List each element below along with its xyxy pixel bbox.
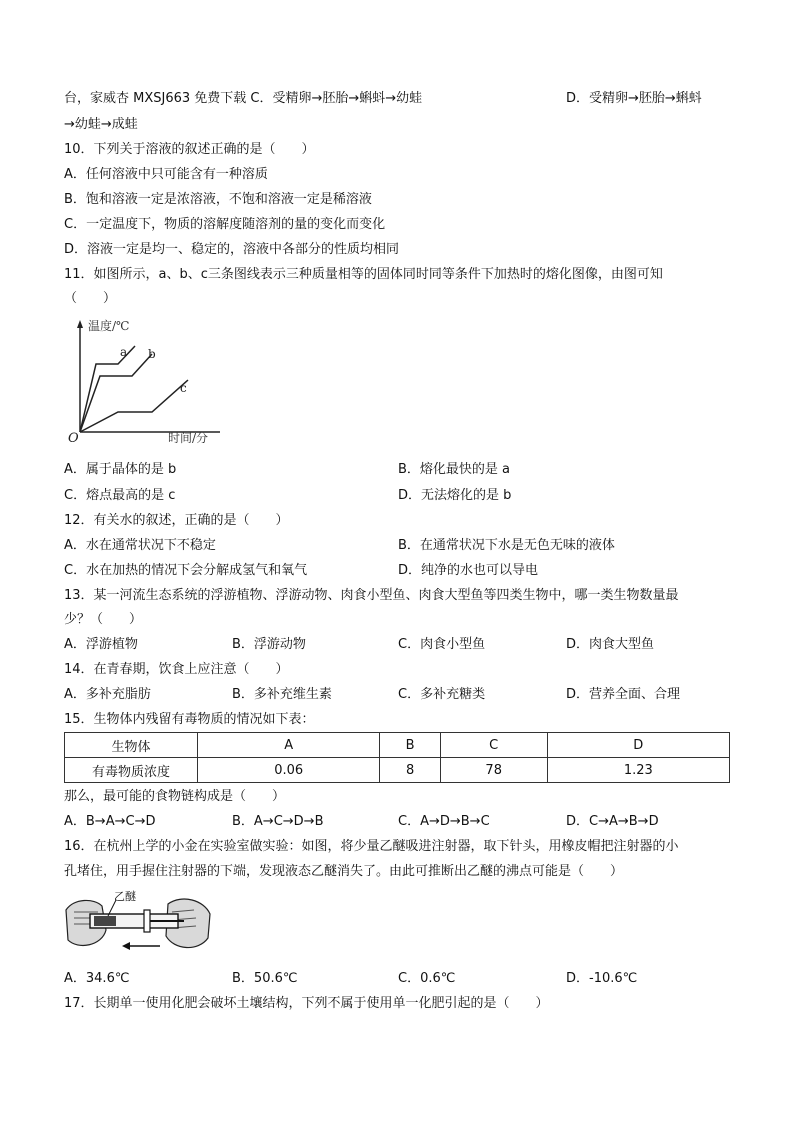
- graph-origin: O: [68, 431, 79, 446]
- q12-option-c: C．水在加热的情况下会分解成氢气和氧气: [64, 563, 308, 578]
- graph-curve-b-label: b: [148, 347, 156, 361]
- q13-option-c: C．肉食小型鱼: [398, 637, 486, 652]
- q11-option-a: A．属于晶体的是 b: [64, 462, 177, 477]
- table-header-cell: A: [198, 733, 380, 758]
- table-header-cell: 生物体: [65, 733, 198, 758]
- q13-option-a: A．浮游植物: [64, 637, 138, 652]
- q14-stem: 14．在青春期，饮食上应注意（ ）: [64, 662, 289, 677]
- q10-option-a: A．任何溶液中只可能含有一种溶质: [64, 167, 268, 182]
- q13-option-b: B．浮游动物: [232, 637, 306, 652]
- q14-option-a: A．多补充脂肪: [64, 687, 151, 702]
- table-cell: 78: [440, 758, 547, 783]
- q11-option-b: B．熔化最快的是 a: [398, 462, 511, 477]
- q14-option-b: B．多补充维生素: [232, 687, 332, 702]
- q15-option-c: C．A→D→B→C: [398, 814, 490, 829]
- q10-option-b: B．饱和溶液一定是浓溶液，不饱和溶液一定是稀溶液: [64, 192, 372, 207]
- table-cell: 有毒物质浓度: [65, 758, 198, 783]
- ether-label: 乙醚: [114, 890, 136, 903]
- q15-option-d: D．C→A→B→D: [566, 814, 659, 829]
- q11-option-c: C．熔点最高的是 c: [64, 488, 176, 503]
- graph-curve-c-label: c: [180, 381, 187, 395]
- q13-option-d: D．肉食大型鱼: [566, 637, 655, 652]
- q15-stem: 15．生物体内残留有毒物质的情况如下表：: [64, 712, 315, 727]
- q16-option-c: C．0.6℃: [398, 971, 456, 986]
- table-cell: 8: [380, 758, 440, 783]
- graph-xlabel: 时间/分: [168, 431, 209, 445]
- table-header-cell: C: [440, 733, 547, 758]
- table-header-cell: D: [547, 733, 729, 758]
- q13-stem: 13．某一河流生态系统的浮游植物、浮游动物、肉食小型鱼、肉食大型鱼等四类生物中，哪一类生物数量最: [64, 588, 679, 603]
- graph-ylabel: 温度/℃: [88, 319, 130, 333]
- table-cell: 0.06: [198, 758, 380, 783]
- q16-stem: 16．在杭州上学的小金在实验室做实验：如图，将少量乙醚吸进注射器，取下针头，用橡皮帽把注射器的小: [64, 839, 679, 854]
- q9-line1: 台，家威杏 MXSJ663 免费下载 C．受精卵→胚胎→蝌蚪→幼蛙: [64, 91, 423, 106]
- q10-option-d: D．溶液一定是均一、稳定的，溶液中各部分的性质均相同: [64, 242, 400, 257]
- q14-option-c: C．多补充糖类: [398, 687, 486, 702]
- q14-option-d: D．营养全面、合理: [566, 687, 681, 702]
- q12-stem: 12．有关水的叙述，正确的是（ ）: [64, 513, 289, 528]
- q15-stem2: 那么，最可能的食物链构成是（ ）: [64, 789, 286, 804]
- toxin-table: [64, 732, 730, 783]
- q17-stem: 17．长期单一使用化肥会破坏土壤结构，下列不属于使用单一化肥引起的是（ ）: [64, 996, 549, 1011]
- table-cell: 1.23: [547, 758, 729, 783]
- q12-option-b: B．在通常状况下水是无色无味的液体: [398, 538, 615, 553]
- syringe-figure: [64, 890, 214, 956]
- table-row: [65, 758, 730, 783]
- table-header-row: [65, 733, 730, 758]
- q15-option-a: A．B→A→C→D: [64, 814, 156, 829]
- table-header-cell: B: [380, 733, 440, 758]
- q16-stem-cont: 孔堵住，用手握住注射器的下端，发现液态乙醚消失了。由此可推断出乙醚的沸点可能是（ ）: [64, 864, 624, 879]
- q13-stem-cont: 少？（ ）: [64, 612, 143, 627]
- q11-option-d: D．无法熔化的是 b: [398, 488, 512, 503]
- q10-option-c: C．一定温度下，物质的溶解度随溶剂的量的变化而变化: [64, 217, 386, 232]
- melting-graph: [60, 318, 230, 446]
- q16-option-d: D．-10.6℃: [566, 971, 638, 986]
- q16-option-b: B．50.6℃: [232, 971, 298, 986]
- q12-option-d: D．纯净的水也可以导电: [398, 563, 539, 578]
- q10-stem: 10．下列关于溶液的叙述正确的是（ ）: [64, 142, 315, 157]
- q16-option-a: A．34.6℃: [64, 971, 130, 986]
- q15-option-b: B．A→C→D→B: [232, 814, 324, 829]
- q9-option-d: D．受精卵→胚胎→蝌蚪: [566, 91, 702, 106]
- q9-option-d-cont: →幼蛙→成蛙: [64, 117, 138, 132]
- q11-stem-paren: （ ）: [64, 291, 117, 306]
- q11-stem: 11．如图所示，a、b、c三条图线表示三种质量相等的固体同时同等条件下加热时的熔化图像，由图可知: [64, 267, 663, 282]
- graph-curve-a-label: a: [120, 345, 128, 359]
- q12-option-a: A．水在通常状况下不稳定: [64, 538, 216, 553]
